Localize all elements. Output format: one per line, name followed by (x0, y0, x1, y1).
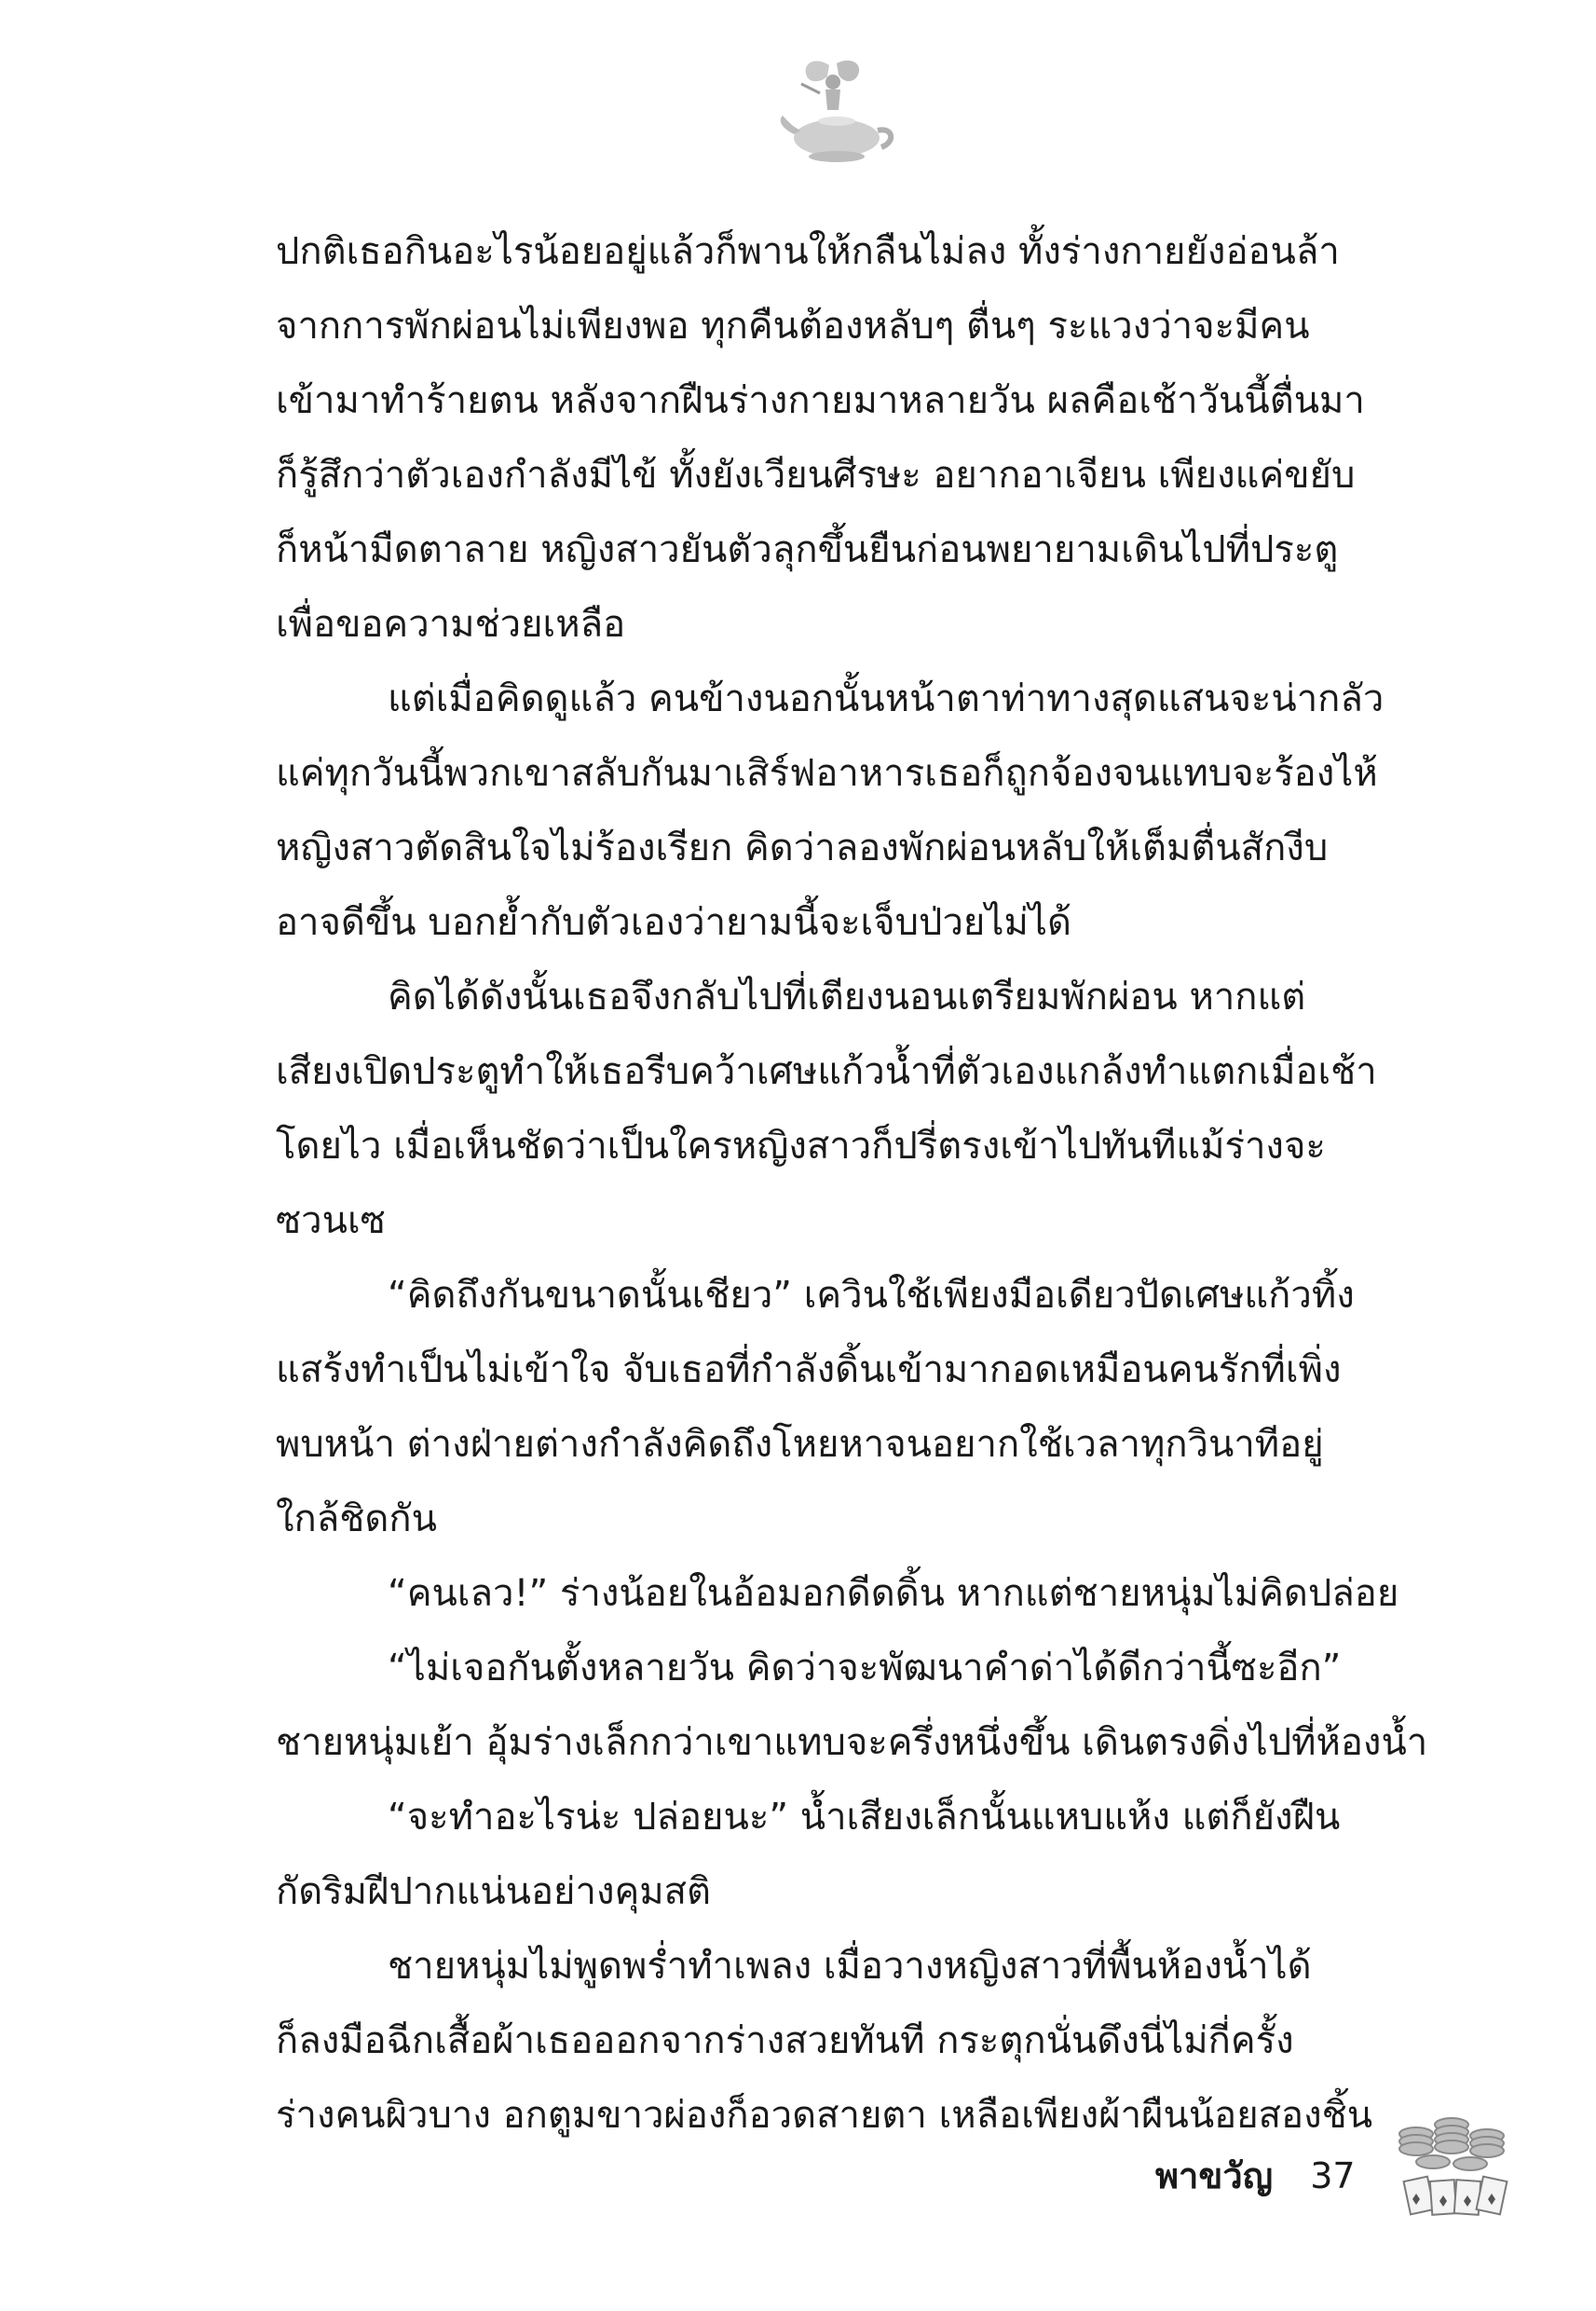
page-number: 37 (1310, 2155, 1356, 2196)
text-line: “คนเลว!” ร่างน้อยในอ้อมอกดีดดิ้น หากแต่ชายหนุ่มไม่คิดปล่อย (388, 1572, 1399, 1615)
text-line: ก็ลงมือฉีกเสื้อผ้าเธอออกจากร่างสวยทันที กระตุกนั่นดึงนี่ไม่กี่ครั้ง (276, 2019, 1294, 2062)
text-line: พบหน้า ต่างฝ่ายต่างกำลังคิดถึงโหยหาจนอยากใช้เวลาทุกวินาทีอยู่ (276, 1423, 1324, 1466)
cupid-teapot-ornament-icon (764, 56, 904, 168)
text-line: ร่างคนผิวบาง อกตูมขาวผ่องก็อวดสายตา เหลือเพียงผ้าผืนน้อยสองชิ้น (276, 2094, 1373, 2137)
poker-chips-cards-ornament-icon (1379, 2097, 1528, 2232)
text-line: เสียงเปิดประตูทำให้เธอรีบคว้าเศษแก้วน้ำที่ตัวเองแกล้งทำแตกเมื่อเช้า (276, 1050, 1377, 1093)
text-line: ปกติเธอกินอะไรน้อยอยู่แล้วก็พานให้กลืนไม่ลง ทั้งร่างกายยังอ่อนล้า (276, 230, 1340, 273)
page-footer (1155, 2148, 1356, 2204)
text-line: ก็หน้ามืดตาลาย หญิงสาวยันตัวลุกขึ้นยืนก่อนพยายามเดินไปที่ประตู (276, 528, 1339, 571)
running-title: พาขวัญ (1155, 2155, 1274, 2196)
text-line: เพื่อขอความช่วยเหลือ (276, 603, 626, 646)
text-line: ชายหนุ่มไม่พูดพร่ำทำเพลง เมื่อวางหญิงสาวที่พื้นห้องน้ำได้ (388, 1945, 1312, 1988)
text-line: ซวนเซ (276, 1199, 386, 1242)
text-line: ชายหนุ่มเย้า อุ้มร่างเล็กกว่าเขาแทบจะครึ่งหนึ่งขึ้น เดินตรงดิ่งไปที่ห้องน้ำ (276, 1721, 1428, 1764)
text-line: หญิงสาวตัดสินใจไม่ร้องเรียก คิดว่าลองพักผ่อนหลับให้เต็มตื่นสักงีบ (276, 827, 1329, 869)
chapter-body (276, 214, 1428, 2137)
text-line: ก็รู้สึกว่าตัวเองกำลังมีไข้ ทั้งยังเวียนศีรษะ อยากอาเจียน เพียงแค่ขยับ (276, 454, 1356, 497)
text-line: โดยไว เมื่อเห็นชัดว่าเป็นใครหญิงสาวก็ปรี่ตรงเข้าไปทันทีแม้ร่างจะ (276, 1125, 1326, 1168)
text-line: คิดได้ดังนั้นเธอจึงกลับไปที่เตียงนอนเตรียมพักผ่อน หากแต่ (388, 976, 1306, 1019)
text-line: “คิดถึงกันขนาดนั้นเชียว” เควินใช้เพียงมือเดียวปัดเศษแก้วทิ้ง (388, 1274, 1355, 1317)
text-line: จากการพักผ่อนไม่เพียงพอ ทุกคืนต้องหลับๆ ตื่นๆ ระแวงว่าจะมีคน (276, 305, 1310, 348)
text-line: แสร้งทำเป็นไม่เข้าใจ จับเธอที่กำลังดิ้นเข้ามากอดเหมือนคนรักที่เพิ่ง (276, 1348, 1342, 1391)
text-line: แค่ทุกวันนี้พวกเขาสลับกันมาเสิร์ฟอาหารเธอก็ถูกจ้องจนแทบจะร้องไห้ (276, 752, 1378, 795)
text-line: กัดริมฝีปากแน่นอย่างคุมสติ (276, 1870, 711, 1913)
text-line: อาจดีขึ้น บอกย้ำกับตัวเองว่ายามนี้จะเจ็บป่วยไม่ได้ (276, 901, 1071, 944)
text-line: แต่เมื่อคิดดูแล้ว คนข้างนอกนั้นหน้าตาท่าทางสุดแสนจะน่ากลัว (388, 677, 1385, 720)
text-line: “จะทำอะไรน่ะ ปล่อยนะ” น้ำเสียงเล็กนั้นแหบแห้ง แต่ก็ยังฝืน (388, 1796, 1341, 1839)
text-line: ใกล้ชิดกัน (276, 1497, 437, 1540)
text-line: เข้ามาทำร้ายตน หลังจากฝืนร่างกายมาหลายวัน ผลคือเช้าวันนี้ตื่นมา (276, 379, 1365, 422)
text-line: “ไม่เจอกันตั้งหลายวัน คิดว่าจะพัฒนาคำด่าได้ดีกว่านี้ซะอีก” (388, 1647, 1342, 1689)
